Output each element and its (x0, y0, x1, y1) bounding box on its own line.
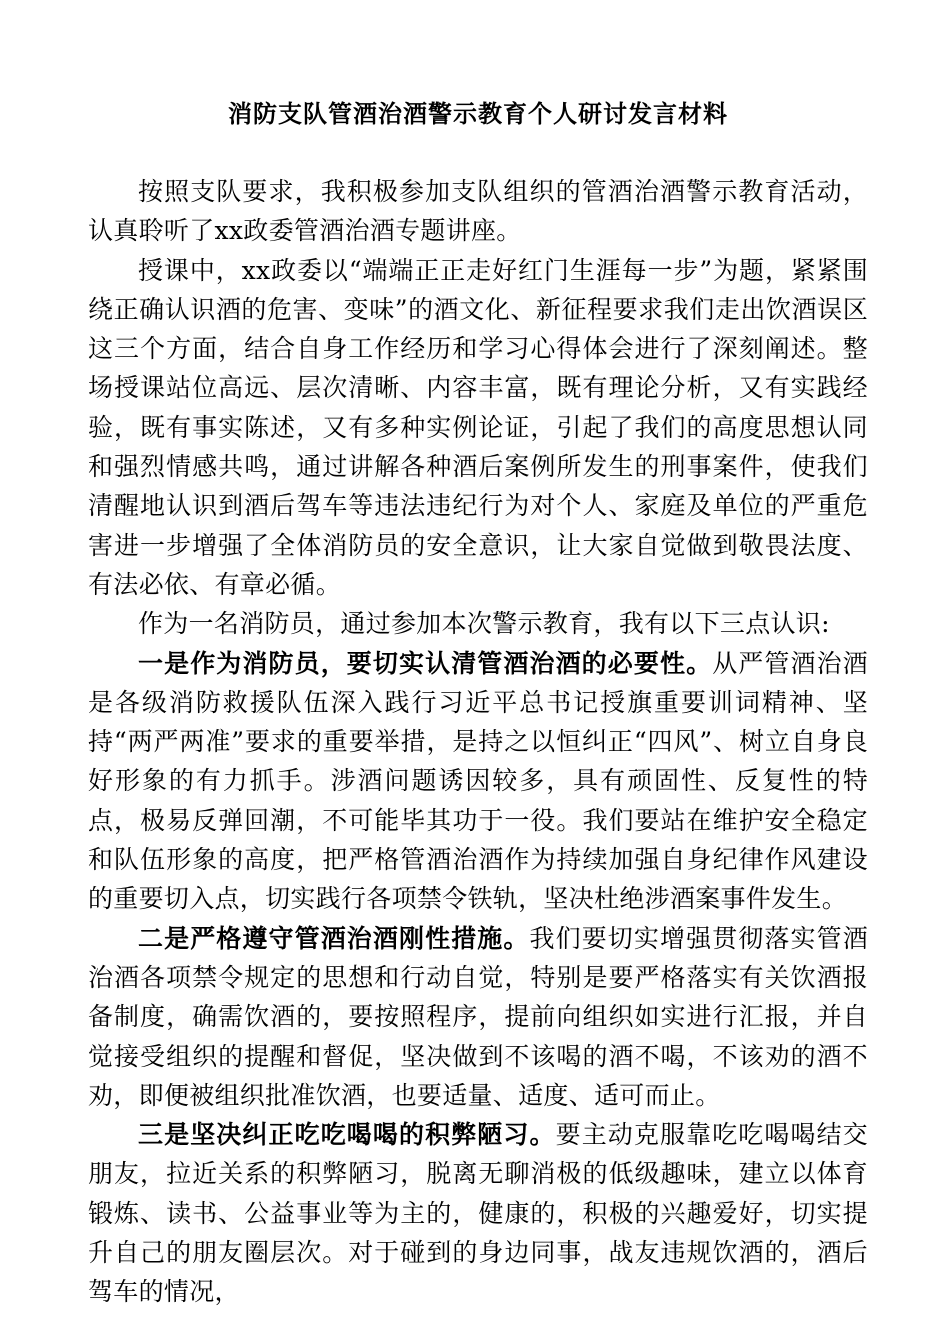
paragraph-2 (88, 251, 868, 605)
document-title: 消防支队管酒治酒警示教育个人研讨发言材料 (228, 99, 728, 128)
paragraph-point-2 (88, 919, 868, 1115)
point-2-text: 我们要切实增强贯彻落实管酒治酒各项禁令规定的思想和行动自觉，特别是要严格落实有关饮酒报备制度，确需饮酒的，要按照程序，提前向组织如实进行汇报，并自觉接受组织的提醒和督促，坚决做到不该喝的酒不喝，不该劝的酒不劝，即便被组织批准饮酒，也要适量、适度、适可而止。 (88, 923, 868, 1110)
point-3-heading: 三是坚决纠正吃吃喝喝的积弊陋习。 (138, 1120, 556, 1150)
paragraph-1 (88, 172, 868, 251)
point-1-text: 从严管酒治酒是各级消防救援队伍深入践行习近平总书记授旗重要训词精神、坚持“两严两准”要求的重要举措，是持之以恒纠正“四风”、树立自身良好形象的有力抓手。涉酒问题诱因较多，具有顽固性、反复性的特点，极易反弹回潮，不可能毕其功于一役。我们要站在维护安全稳定和队伍形象的高度，把严格管酒治酒作为持续加强自身纪律作风建设的重要切入点，切实践行各项禁令铁轨，坚决杜绝涉酒案事件发生。 (88, 648, 868, 914)
paragraph-3 (88, 604, 868, 643)
paragraph-2-text: 授课中，xx政委以“端端正正走好红门生涯每一步”为题，紧紧围绕正确认识酒的危害、变味”的酒文化、新征程要求我们走出饮酒误区这三个方面，结合自身工作经历和学习心得体会进行了深刻阐述。整场授课站位高远、层次清晰、内容丰富，既有理论分析，又有实践经验，既有事实陈述，又有多种实例论证，引起了我们的高度思想认同和强烈情感共鸣，通过讲解各种酒后案例所发生的刑事案件，使我们清醒地认识到酒后驾车等违法违纪行为对个人、家庭及单位的严重危害进一步增强了全体消防员的安全意识，让大家自觉做到敬畏法度、有法必依、有章必循。 (88, 255, 868, 599)
paragraph-point-1 (88, 644, 868, 919)
paragraph-3-text: 作为一名消防员，通过参加本次警示教育，我有以下三点认识: (138, 609, 830, 639)
document-page (88, 92, 868, 1312)
point-1-heading: 一是作为消防员，要切实认清管酒治酒的必要性。 (138, 648, 713, 678)
point-3-text: 要主动克服靠吃吃喝喝结交朋友，拉近关系的积弊陋习，脱离无聊消极的低级趣味，建立以体育锻炼、读书、公益事业等为主的，健康的，积极的兴趣爱好，切实提升自己的朋友圈层次。对于碰到的身边同事，战友违规饮酒的，酒后驾车的情况， (88, 1120, 868, 1307)
point-2-heading: 二是严格遵守管酒治酒刚性措施。 (138, 923, 530, 953)
paragraph-point-3 (88, 1115, 868, 1311)
paragraph-1-text: 按照支队要求，我积极参加支队组织的管酒治酒警示教育活动，认真聆听了xx政委管酒治酒专题讲座。 (88, 177, 868, 246)
